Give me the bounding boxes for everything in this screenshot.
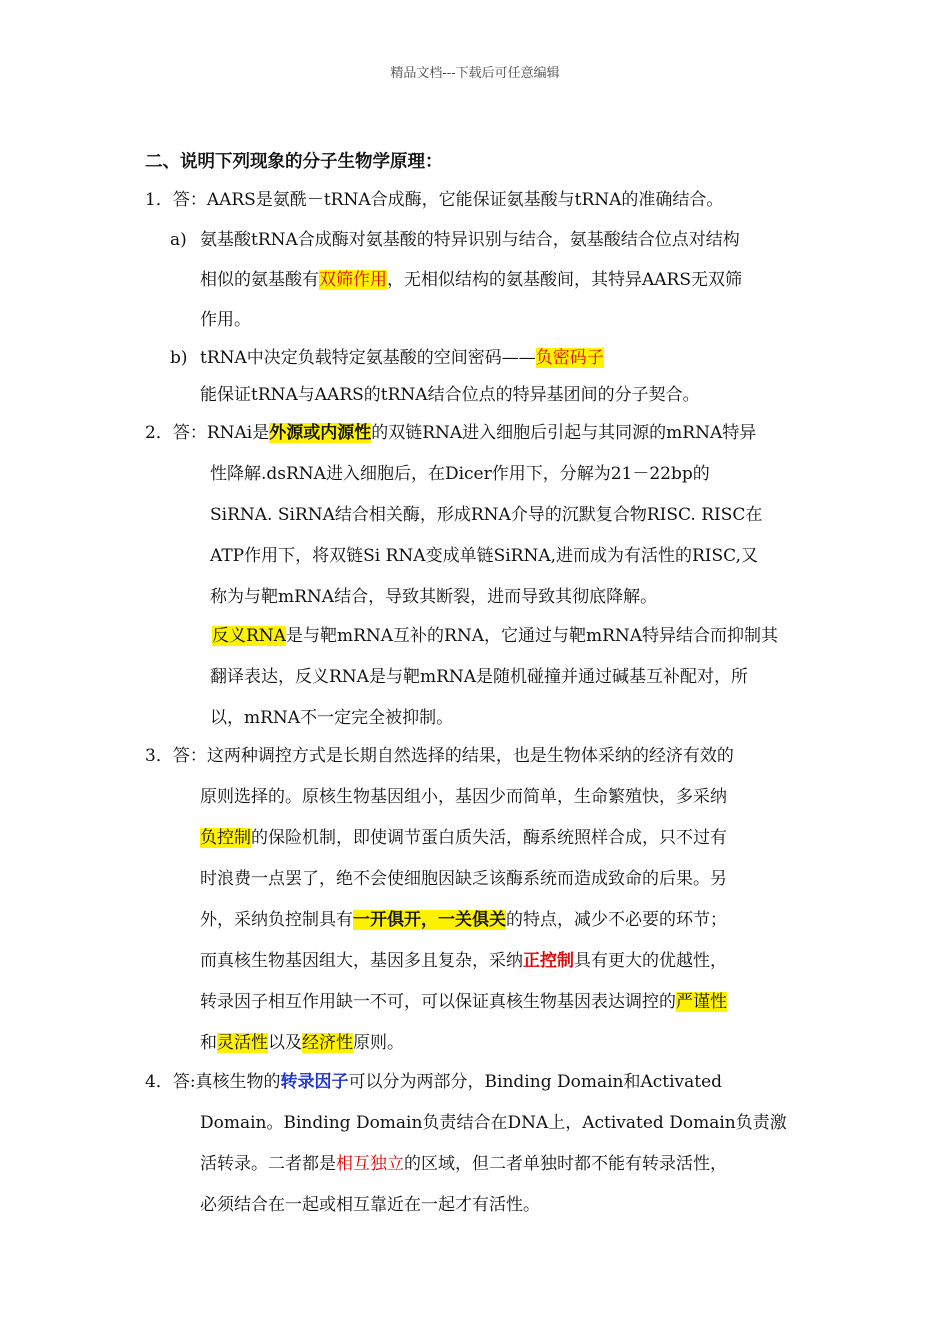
q3-line-5 [200,908,727,932]
q1-a-label: a) [170,230,187,250]
q3-line-1 [145,744,734,768]
q1-a-text-2b: ，无相似结构的氨基酸间，其特异AARS无双筛 [387,270,742,290]
q2-text-1b: 的双链RNA进入细胞后引起与其同源的mRNA特异 [371,423,757,443]
section-title: 二、说明下列现象的分子生物学原理： [145,152,443,172]
highlight-anticodon: 负密码子 [535,348,604,368]
q4-text-1b: 可以分为两部分，Binding Domain和Activated [348,1072,723,1092]
q3-line-3 [200,826,727,850]
q2-line-4: ATP作用下，将双链Si RNA变成单链SiRNA,进而成为有活性的RISC,又 [210,546,758,566]
highlight-double-sieve: 双筛作用 [319,270,387,290]
q3-text-5a: 外，采纳负控制具有 [200,910,353,930]
q2-number: 2．答： [145,423,207,443]
q1-a-text-1: 氨基酸tRNA合成酶对氨基酸的特异识别与结合，氨基酸结合位点对结构 [200,230,740,250]
highlight-negative-control: 负控制 [200,828,251,848]
q1-b-line-2: 能保证tRNA与AARS的tRNA结合位点的特异基团间的分子契合。 [200,385,700,405]
q4-line-4: 必须结合在一起或相互靠近在一起才有活性。 [200,1195,540,1215]
highlight-economy: 经济性 [302,1033,353,1053]
q4-number: 4．答: [145,1072,196,1092]
transcription-factor-text: 转录因子 [280,1072,349,1092]
q1-number: 1．答： [145,190,207,210]
q3-number: 3．答： [145,746,207,766]
q1-b-label: b) [170,348,188,368]
q4-text-1a: 真核生物的 [195,1072,281,1092]
q1-a-line-3: 作用。 [200,310,251,330]
q1-line-1 [145,188,723,212]
q3-text-7: 转录因子相互作用缺一不可，可以保证真核生物基因表达调控的 [200,992,676,1012]
q1-a-line-2 [200,268,742,292]
q2-line-5: 称为与靶mRNA结合，导致其断裂，进而导致其彻底降解。 [210,587,658,607]
q3-text-8c: 原则。 [353,1033,404,1053]
q2-line-2: 性降解.dsRNA进入细胞后，在Dicer作用下，分解为21－22bp的 [210,464,710,484]
page-header: 精品文档---下载后可任意编辑 [390,66,560,81]
q1-b-text-1: tRNA中决定负载特定氨基酸的空间密码—— [200,348,536,368]
q4-text-3a: 活转录。二者都是 [200,1154,336,1174]
highlight-exogenous: 外源或内源性 [269,423,372,443]
q3-text-8a: 和 [200,1033,217,1053]
q3-line-7 [200,990,727,1014]
q3-line-4: 时浪费一点罢了，绝不会使细胞因缺乏该酶系统而造成致命的后果。另 [200,869,727,889]
q2-line-6 [212,624,778,648]
q1-a-text-2: 相似的氨基酸有 [200,270,319,290]
q3-text-8b: 以及 [268,1033,302,1053]
q3-text-1: 这两种调控方式是长期自然选择的结果，也是生物体采纳的经济有效的 [206,746,734,766]
highlight-rigor: 严谨性 [676,992,727,1012]
q2-text-1a: RNAi是 [206,423,270,443]
q3-text-5b: 的特点，减少不必要的环节； [506,910,727,930]
q3-text-3: 的保险机制，即使调节蛋白质失活，酶系统照样合成，只不过有 [251,828,727,848]
highlight-antisense-rna: 反义RNA [212,626,286,646]
q2-line-3: SiRNA. SiRNA结合相关酶，形成RNA介导的沉默复合物RISC. RISC在 [210,505,763,525]
q2-text-6: 是与靶mRNA互补的RNA，它通过与靶mRNA特异结合而抑制其 [285,626,779,646]
q3-line-8 [200,1031,404,1055]
q2-line-7: 翻译表达，反义RNA是与靶mRNA是随机碰撞并通过碱基互补配对，所 [210,667,749,687]
q1-text: AARS是氨酰－tRNA合成酶，它能保证氨基酸与tRNA的准确结合。 [206,190,724,210]
q2-line-8: 以，mRNA不一定完全被抑制。 [210,708,454,728]
q3-line-6 [200,949,727,973]
highlight-all-on-all-off: 一开俱开，一关俱关 [353,910,506,930]
q4-line-2: Domain。Binding Domain负责结合在DNA上，Activated Domain负责激 [200,1113,787,1133]
positive-control-text: 正控制 [523,951,574,971]
q3-line-2: 原则选择的。原核生物基因组小，基因少而简单，生命繁殖快，多采纳 [200,787,727,807]
q1-b-line-1 [200,346,604,370]
q1-a-line-1 [170,228,187,252]
q4-line-1 [145,1070,722,1094]
q4-line-3 [200,1152,727,1176]
q4-text-3b: 的区域，但二者单独时都不能有转录活性， [404,1154,727,1174]
q2-line-1 [145,421,756,445]
q3-text-6b: 具有更大的优越性， [574,951,727,971]
highlight-flexibility: 灵活性 [217,1033,268,1053]
independent-text: 相互独立 [336,1154,404,1174]
q3-text-6a: 而真核生物基因组大，基因多且复杂，采纳 [200,951,523,971]
